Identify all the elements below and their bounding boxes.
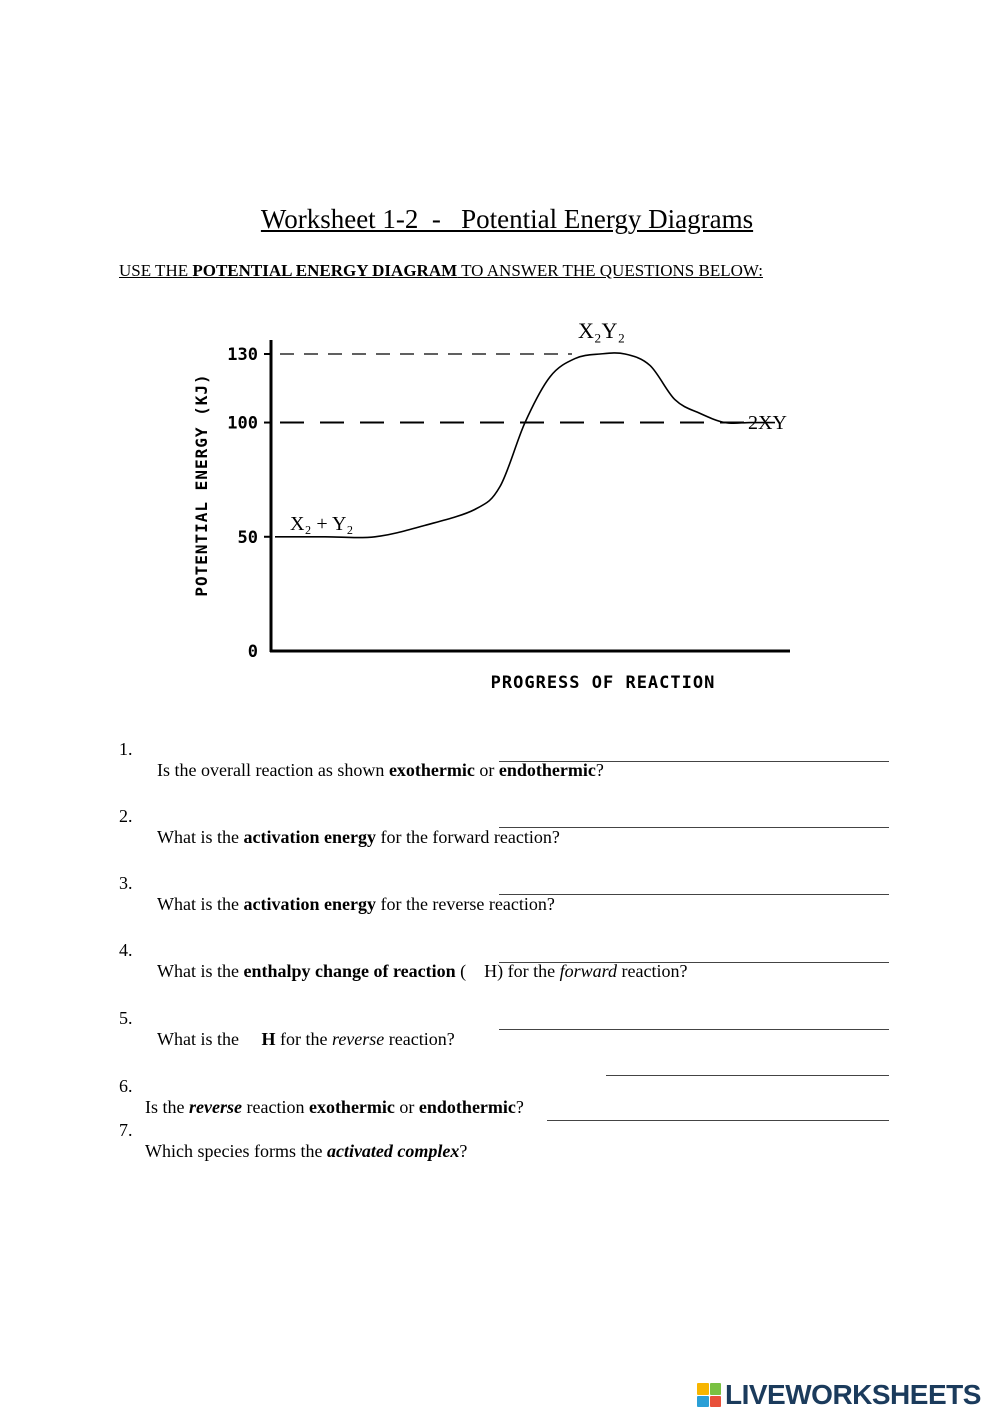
answer-line-4[interactable] — [499, 962, 889, 963]
question-text-run: What is the — [157, 827, 244, 847]
question-text-run: reaction? — [384, 1029, 455, 1049]
question-text-run: Is the — [145, 1097, 189, 1117]
liveworksheets-logo[interactable] — [697, 1378, 981, 1412]
products-label: 2XY — [748, 412, 787, 434]
question-text-run: What is the — [157, 1029, 262, 1049]
instruction-pre: USE THE — [119, 261, 193, 280]
question-text — [157, 1029, 455, 1050]
answer-line-7[interactable] — [547, 1120, 889, 1121]
worksheet-title: Worksheet 1-2 - Potential Energy Diagrams — [260, 204, 754, 234]
question-text-run: or — [394, 1097, 419, 1117]
question-number: 1. — [119, 739, 133, 759]
question-number: 6. — [119, 1076, 133, 1096]
x-axis-label: PROGRESS OF REACTION — [490, 673, 716, 693]
reactants-label: X₂ + Y₂ — [290, 513, 354, 535]
question-text — [157, 827, 560, 848]
brand-name: LIVEWORKSHEETS — [725, 1379, 981, 1410]
question-text-run: ? — [459, 1141, 468, 1161]
question-text-run: activated complex — [326, 1141, 460, 1161]
question-text-run: enthalpy change of reaction — [243, 961, 456, 981]
question-text — [145, 1097, 524, 1118]
y-tick-label: 100 — [227, 413, 258, 434]
question-number: 5. — [119, 1008, 133, 1028]
question-4 — [119, 919, 688, 982]
question-text-run: H — [261, 1029, 276, 1049]
y-tick-label: 130 — [227, 345, 258, 365]
question-text-run: reaction — [241, 1097, 309, 1117]
answer-line-1[interactable] — [499, 761, 889, 762]
question-number: 3. — [119, 873, 133, 893]
question-text-run: exothermic — [308, 1097, 395, 1117]
question-text-run: activation energy — [243, 894, 376, 914]
question-text — [157, 961, 687, 982]
question-text-run: endothermic — [418, 1097, 516, 1117]
question-text — [145, 1141, 467, 1162]
question-text-run: reaction? — [616, 961, 688, 981]
question-text-run: activation energy — [243, 827, 376, 847]
y-tick-label: 50 — [237, 527, 258, 548]
question-text — [157, 894, 555, 915]
y-axis-label: POTENTIAL ENERGY (KJ) — [192, 373, 211, 597]
question-text-run: for the — [275, 1029, 332, 1049]
question-number: 2. — [119, 806, 133, 826]
question-text-run: reverse — [331, 1029, 385, 1049]
y-tick-label: 0 — [247, 642, 258, 662]
answer-line-3[interactable] — [499, 894, 889, 895]
question-5 — [119, 987, 455, 1050]
question-text-run: ? — [595, 760, 604, 780]
question-text-run: or — [474, 760, 499, 780]
energy-curve — [275, 353, 775, 538]
instruction-post: TO ANSWER THE QUESTIONS BELOW: — [457, 261, 763, 280]
instruction-bold: POTENTIAL ENERGY DIAGRAM — [192, 261, 458, 280]
question-text-run: for the reverse reaction? — [375, 894, 555, 914]
question-text-run: forward — [559, 961, 617, 981]
question-3 — [119, 852, 555, 915]
question-2 — [119, 785, 560, 848]
potential-energy-diagram — [0, 300, 1000, 700]
question-text-run: exothermic — [388, 760, 475, 780]
question-1 — [119, 718, 604, 781]
question-text-run: What is the — [157, 894, 244, 914]
instruction-text — [119, 261, 763, 281]
question-text-run: reverse — [189, 1097, 242, 1117]
answer-line-2[interactable] — [499, 827, 889, 828]
question-text-run: Which species forms the — [145, 1141, 327, 1161]
answer-line-5[interactable] — [499, 1029, 889, 1030]
question-text-run: ? — [515, 1097, 524, 1117]
activated-complex-label: X₂Y₂ — [578, 318, 626, 343]
question-number: 7. — [119, 1120, 133, 1140]
question-text-run: What is the — [157, 961, 244, 981]
question-text-run: ( H) for the — [455, 961, 560, 981]
question-text-run: Is the overall reaction as shown — [157, 760, 389, 780]
question-text-run: for the forward reaction? — [375, 827, 560, 847]
brand-mark-icon — [697, 1383, 721, 1407]
question-number: 4. — [119, 940, 133, 960]
answer-line-6[interactable] — [606, 1075, 889, 1076]
question-text-run: endothermic — [498, 760, 596, 780]
question-text — [157, 760, 604, 781]
